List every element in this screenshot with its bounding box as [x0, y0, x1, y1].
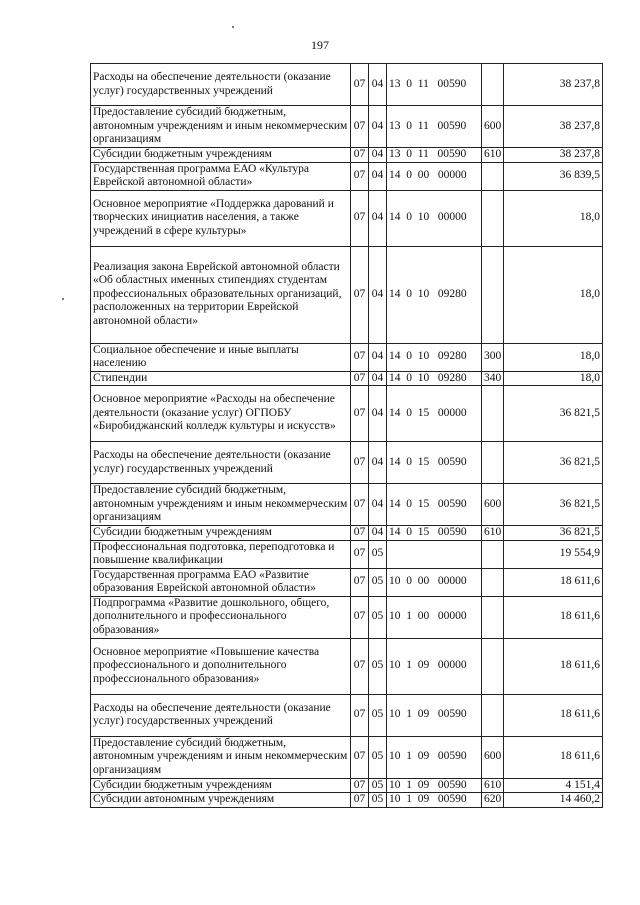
row-amount: 19 554,9: [504, 540, 603, 568]
row-name: Субсидии бюджетным учреждениям: [91, 778, 351, 793]
table-row: [91, 442, 603, 484]
row-amount: 18 611,6: [504, 694, 603, 736]
row-subsection-code: 04: [369, 386, 387, 442]
table-row: [91, 793, 603, 808]
row-amount: 4 151,4: [504, 778, 603, 793]
row-expense-type: 610: [482, 778, 504, 793]
table-row: [91, 246, 603, 343]
row-section-code: 07: [351, 526, 369, 541]
row-amount: 18,0: [504, 190, 603, 246]
table-row: [91, 596, 603, 638]
row-expense-type: [482, 64, 504, 106]
table-row: [91, 386, 603, 442]
row-target-article: 10 1 09 00000: [387, 638, 482, 694]
row-amount: 18,0: [504, 371, 603, 386]
row-section-code: 07: [351, 386, 369, 442]
row-amount: 36 839,5: [504, 162, 603, 190]
row-section-code: 07: [351, 778, 369, 793]
row-name: Государственная программа ЕАО «Культура Еврейской автономной области»: [91, 162, 351, 190]
table-row: [91, 694, 603, 736]
budget-table: [90, 63, 603, 808]
row-expense-type: 610: [482, 148, 504, 163]
row-target-article: 10 1 09 00590: [387, 694, 482, 736]
table-row: [91, 148, 603, 163]
row-section-code: 07: [351, 596, 369, 638]
page-number: 197: [311, 38, 329, 52]
row-target-article: 13 0 11 00590: [387, 148, 482, 163]
row-subsection-code: 04: [369, 162, 387, 190]
row-target-article: 13 0 11 00590: [387, 64, 482, 106]
table-row: [91, 638, 603, 694]
row-expense-type: 600: [482, 106, 504, 148]
table-row: [91, 190, 603, 246]
row-subsection-code: 04: [369, 64, 387, 106]
row-name: Реализация закона Еврейской автономной области «Об областных именных стипендиях студентам профессиональных образовательных организаций, расположенных на территории Еврейской автономной области»: [91, 246, 351, 343]
row-target-article: 10 1 09 00590: [387, 793, 482, 808]
row-name: Расходы на обеспечение деятельности (оказание услуг) государственных учреждений: [91, 694, 351, 736]
row-target-article: 13 0 11 00590: [387, 106, 482, 148]
row-name: Субсидии автономным учреждениям: [91, 793, 351, 808]
row-subsection-code: 05: [369, 568, 387, 596]
scan-speck: [62, 298, 64, 300]
row-name: Основное мероприятие «Поддержка дарований и творческих инициатив населения, а также учреждений в сфере культуры»: [91, 190, 351, 246]
row-section-code: 07: [351, 540, 369, 568]
row-target-article: 14 0 15 00590: [387, 526, 482, 541]
row-section-code: 07: [351, 148, 369, 163]
row-expense-type: [482, 694, 504, 736]
row-section-code: 07: [351, 246, 369, 343]
row-expense-type: [482, 568, 504, 596]
table-row: [91, 371, 603, 386]
row-section-code: 07: [351, 793, 369, 808]
row-amount: 14 460,2: [504, 793, 603, 808]
row-target-article: 14 0 10 00000: [387, 190, 482, 246]
table-row: [91, 778, 603, 793]
row-subsection-code: 05: [369, 596, 387, 638]
row-target-article: [387, 540, 482, 568]
row-subsection-code: 04: [369, 148, 387, 163]
row-name: Предоставление субсидий бюджетным, автономным учреждениям и иным некоммерческим организациям: [91, 106, 351, 148]
row-name: Субсидии бюджетным учреждениям: [91, 148, 351, 163]
row-target-article: 14 0 15 00590: [387, 484, 482, 526]
row-target-article: 14 0 15 00000: [387, 386, 482, 442]
row-name: Стипендии: [91, 371, 351, 386]
row-section-code: 07: [351, 694, 369, 736]
budget-table-body: [91, 64, 603, 808]
row-section-code: 07: [351, 106, 369, 148]
row-target-article: 14 0 15 00590: [387, 442, 482, 484]
table-row: [91, 526, 603, 541]
row-expense-type: [482, 386, 504, 442]
table-row: [91, 736, 603, 778]
row-target-article: 14 0 10 09280: [387, 246, 482, 343]
row-name: Основное мероприятие «Расходы на обеспечение деятельности (оказание услуг) ОГПОБУ «Биробиджанский колледж культуры и искусств»: [91, 386, 351, 442]
row-amount: 18 611,6: [504, 568, 603, 596]
row-subsection-code: 04: [369, 343, 387, 371]
row-amount: 38 237,8: [504, 64, 603, 106]
table-row: [91, 540, 603, 568]
row-subsection-code: 04: [369, 442, 387, 484]
row-expense-type: [482, 442, 504, 484]
row-expense-type: 620: [482, 793, 504, 808]
row-amount: 38 237,8: [504, 106, 603, 148]
table-row: [91, 343, 603, 371]
row-target-article: 14 0 10 09280: [387, 343, 482, 371]
row-subsection-code: 04: [369, 246, 387, 343]
row-section-code: 07: [351, 568, 369, 596]
row-amount: 36 821,5: [504, 526, 603, 541]
row-section-code: 07: [351, 484, 369, 526]
row-subsection-code: 05: [369, 793, 387, 808]
row-name: Профессиональная подготовка, переподготовка и повышение квалификации: [91, 540, 351, 568]
row-target-article: 10 0 00 00000: [387, 568, 482, 596]
row-section-code: 07: [351, 64, 369, 106]
table-row: [91, 162, 603, 190]
row-amount: 36 821,5: [504, 386, 603, 442]
row-subsection-code: 04: [369, 106, 387, 148]
row-expense-type: [482, 190, 504, 246]
row-name: Расходы на обеспечение деятельности (оказание услуг) государственных учреждений: [91, 442, 351, 484]
row-target-article: 10 1 09 00590: [387, 736, 482, 778]
row-target-article: 14 0 00 00000: [387, 162, 482, 190]
row-name: Субсидии бюджетным учреждениям: [91, 526, 351, 541]
row-expense-type: 600: [482, 736, 504, 778]
row-amount: 38 237,8: [504, 148, 603, 163]
table-row: [91, 568, 603, 596]
row-section-code: 07: [351, 371, 369, 386]
row-name: Подпрограмма «Развитие дошкольного, общего, дополнительного и профессионального образования»: [91, 596, 351, 638]
row-amount: 18 611,6: [504, 638, 603, 694]
table-row: [91, 106, 603, 148]
row-section-code: 07: [351, 162, 369, 190]
table-row: [91, 64, 603, 106]
row-name: Социальное обеспечение и иные выплаты населению: [91, 343, 351, 371]
row-name: Предоставление субсидий бюджетным, автономным учреждениям и иным некоммерческим организациям: [91, 484, 351, 526]
row-expense-type: [482, 162, 504, 190]
row-amount: 18 611,6: [504, 596, 603, 638]
row-expense-type: 610: [482, 526, 504, 541]
row-expense-type: [482, 540, 504, 568]
row-name: Основное мероприятие «Повышение качества профессионального и дополнительного профессионального образования»: [91, 638, 351, 694]
row-subsection-code: 05: [369, 638, 387, 694]
row-target-article: 10 1 00 00000: [387, 596, 482, 638]
row-section-code: 07: [351, 638, 369, 694]
row-expense-type: 300: [482, 343, 504, 371]
row-amount: 36 821,5: [504, 484, 603, 526]
row-expense-type: 600: [482, 484, 504, 526]
row-subsection-code: 05: [369, 694, 387, 736]
row-expense-type: [482, 596, 504, 638]
row-expense-type: 340: [482, 371, 504, 386]
row-name: Государственная программа ЕАО «Развитие образования Еврейской автономной области»: [91, 568, 351, 596]
row-section-code: 07: [351, 343, 369, 371]
row-subsection-code: 04: [369, 484, 387, 526]
row-subsection-code: 05: [369, 736, 387, 778]
row-amount: 18,0: [504, 246, 603, 343]
row-name: Расходы на обеспечение деятельности (оказание услуг) государственных учреждений: [91, 64, 351, 106]
row-amount: 18 611,6: [504, 736, 603, 778]
scan-speck: [232, 26, 234, 28]
row-target-article: 14 0 10 09280: [387, 371, 482, 386]
row-subsection-code: 04: [369, 526, 387, 541]
row-section-code: 07: [351, 190, 369, 246]
table-row: [91, 484, 603, 526]
row-name: Предоставление субсидий бюджетным, автономным учреждениям и иным некоммерческим организациям: [91, 736, 351, 778]
row-subsection-code: 05: [369, 540, 387, 568]
row-expense-type: [482, 638, 504, 694]
row-amount: 18,0: [504, 343, 603, 371]
row-subsection-code: 04: [369, 371, 387, 386]
row-expense-type: [482, 246, 504, 343]
row-section-code: 07: [351, 736, 369, 778]
row-target-article: 10 1 09 00590: [387, 778, 482, 793]
row-subsection-code: 04: [369, 190, 387, 246]
row-subsection-code: 05: [369, 778, 387, 793]
row-section-code: 07: [351, 442, 369, 484]
row-amount: 36 821,5: [504, 442, 603, 484]
